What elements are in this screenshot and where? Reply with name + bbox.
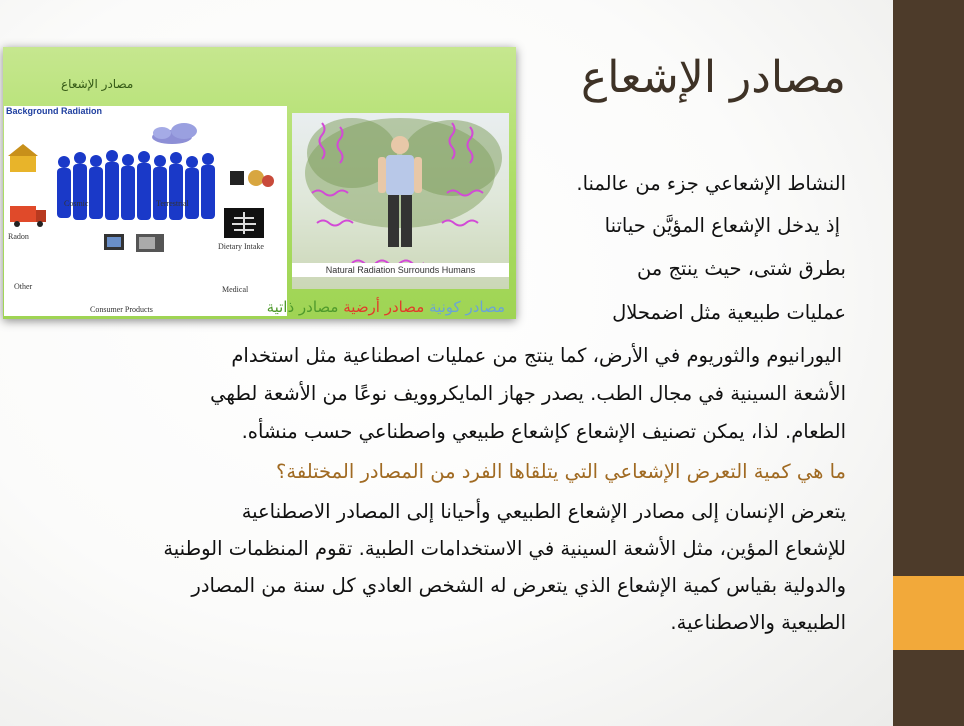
label-terrestrial: Terrestrial (156, 199, 189, 208)
slide-title: مصادر الإشعاع (580, 52, 846, 103)
dietary-food-icon (230, 170, 274, 187)
text-line-11: والدولية بقياس كمية الإشعاع الذي يتعرض له الشخص العادي كل سنة من المصادر (191, 574, 846, 597)
text-line-4: عمليات طبيعية مثل اضمحلال (612, 301, 846, 324)
sources-legend (267, 298, 505, 316)
text-line-6: الأشعة السينية في مجال الطب. يصدر جهاز المايكروويف نوعًا من الأشعة لطهي (210, 382, 846, 405)
label-dietary: Dietary Intake (218, 242, 264, 251)
source-terrestrial: مصادر أرضية (343, 298, 425, 316)
text-line-7: الطعام. لذا، يمكن تصنيف الإشعاع كإشعاع طبيعي واصطناعي حسب منشأه. (241, 420, 846, 443)
cosmic-cloud-icon (152, 123, 197, 144)
natural-radiation-caption: Natural Radiation Surrounds Humans (292, 263, 509, 277)
text-line-5: اليورانيوم والثوريوم في الأرض، كما ينتج من عمليات اصطناعية مثل استخدام (231, 344, 842, 367)
text-line-12: الطبيعية والاصطناعية. (670, 611, 846, 634)
text-line-9: يتعرض الإنسان إلى مصادر الإشعاع الطبيعي وأحيانا إلى المصادر الاصطناعية (241, 500, 846, 523)
background-radiation-panel (4, 106, 287, 316)
text-line-10: للإشعاع المؤين، مثل الأشعة السينية في الاستخدامات الطبية. تقوم المنظمات الوطنية (163, 537, 846, 560)
source-cosmic: مصادر كونية (429, 298, 505, 316)
consumer-products-icon (104, 234, 164, 252)
medical-xray-icon (224, 208, 264, 238)
other-truck-icon (10, 206, 46, 227)
label-radon: Radon (8, 232, 29, 241)
sidebar-accent-bar (893, 576, 964, 650)
background-radiation-label: Background Radiation (6, 106, 103, 116)
radiation-sources-image (3, 47, 516, 319)
label-cosmic: Cosmic (64, 199, 89, 208)
source-internal: مصادر ذاتية (266, 298, 339, 316)
radon-house-icon (8, 144, 38, 172)
label-medical: Medical (222, 285, 249, 294)
image-heading: مصادر الإشعاع (61, 77, 134, 91)
people-crowd-icon (57, 150, 215, 220)
question-line: ما هي كمية التعرض الإشعاعي التي يتلقاها الفرد من المصادر المختلفة؟ (276, 460, 846, 483)
text-line-1: النشاط الإشعاعي جزء من عالمنا. (576, 172, 846, 195)
text-line-2: إذ يدخل الإشعاع المؤيَّن حياتنا (604, 214, 840, 237)
label-other: Other (14, 282, 33, 291)
text-line-3: بطرق شتى، حيث ينتج من (636, 257, 846, 280)
label-consumer: Consumer Products (90, 305, 153, 314)
